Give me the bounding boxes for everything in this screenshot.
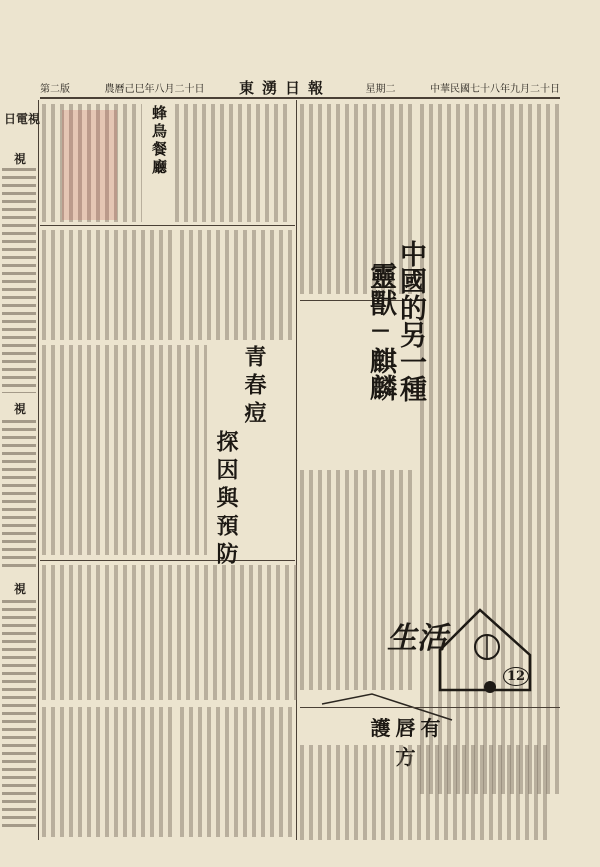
weekday: 星期二: [365, 83, 396, 95]
republic-date: 中華民國七十八年九月二十日: [429, 83, 560, 95]
restaurant-body-text-2: [175, 104, 290, 222]
acne-body-text-4: [42, 707, 172, 837]
acne-body-text-2: [42, 345, 207, 555]
page-number: 第二版: [40, 83, 70, 95]
lunar-date: 農曆己巳年八月二十日: [104, 83, 205, 95]
tv-listing-block-3: [2, 600, 36, 830]
tv-section-label-2: 視: [14, 402, 27, 416]
left-strip-divider: [38, 100, 39, 840]
lips-headline-box: [362, 712, 454, 769]
tv-listing-block-2: [2, 420, 36, 570]
restaurant-rule: [40, 225, 295, 226]
paper-name: 東湧日報: [238, 78, 331, 97]
lips-body-text: [300, 745, 550, 840]
acne-headline-a: 青春痘: [241, 345, 267, 429]
acne-headline-b: 探因與預防: [213, 430, 239, 570]
red-stamp-mark: [62, 110, 117, 220]
tv-listing-block-1: [2, 168, 36, 393]
tv-section-label-3: 視: [14, 582, 27, 596]
lips-body-text-2: [180, 707, 295, 837]
lips-top-rule: [300, 707, 560, 708]
life-logo-number: 12: [503, 667, 529, 686]
lips-headline: 護唇有方: [370, 716, 446, 769]
tv-section-label-1: 視: [14, 152, 27, 166]
masthead-rule: [40, 97, 560, 99]
masthead: [40, 78, 560, 97]
qilin-headline-2: 靈獸─麒麟: [365, 262, 396, 401]
acne-body-text-1: [180, 230, 295, 340]
restaurant-body-text-3: [42, 230, 177, 340]
acne-rule: [40, 560, 295, 561]
middle-divider: [296, 100, 297, 840]
qilin-headline-1: 中國的另一種: [395, 240, 426, 402]
acne-body-text-3: [42, 565, 297, 700]
restaurant-headline: 蜂鳥餐廳: [150, 105, 168, 177]
life-logo: [385, 595, 545, 695]
life-logo-text: 生活: [387, 621, 447, 656]
tv-header: 日電視: [4, 112, 41, 126]
